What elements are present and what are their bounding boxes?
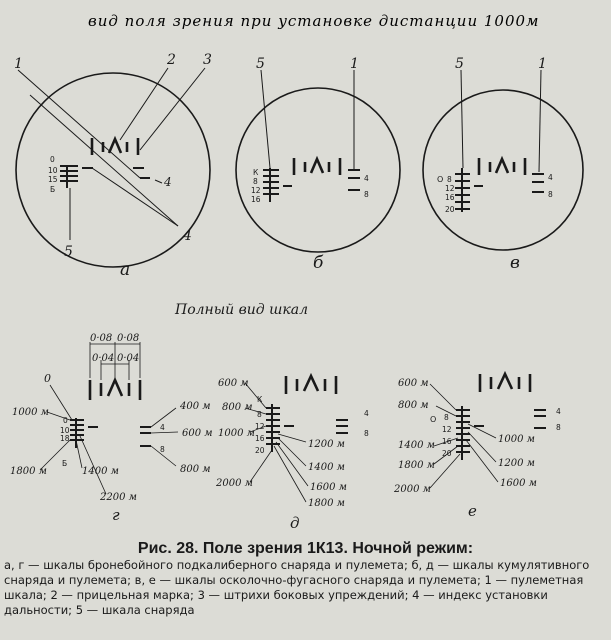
scale-a-10: 10 bbox=[48, 166, 58, 175]
scale-b-16: 16 bbox=[251, 195, 261, 204]
label-g-4: 4 bbox=[160, 423, 165, 432]
scale-v-12: 12 bbox=[445, 184, 455, 193]
full-d-letter: д bbox=[290, 514, 300, 532]
label-g-10: 10 bbox=[60, 426, 70, 435]
full-g-letter: г bbox=[112, 506, 120, 524]
dim-g-1: 0·08 bbox=[90, 333, 113, 344]
scale-b-12: 12 bbox=[251, 186, 261, 195]
scale-b-k: К bbox=[253, 168, 259, 177]
label-e-8: 8 bbox=[444, 413, 449, 422]
scale-a-b: Б bbox=[50, 185, 56, 194]
label-d-1000: 1000 м bbox=[218, 428, 255, 439]
label-d-12: 12 bbox=[255, 422, 265, 431]
scale-v-20: 20 bbox=[445, 205, 455, 214]
label-e-1400: 1400 м bbox=[398, 440, 435, 451]
right-v-8: 8 bbox=[548, 190, 553, 199]
callout-v-5: 5 bbox=[455, 56, 464, 72]
label-g-800: 800 м bbox=[180, 464, 211, 475]
label-e-2000: 2000 м bbox=[394, 484, 431, 495]
right-v-4: 4 bbox=[548, 173, 553, 182]
label-e-4: 4 bbox=[556, 407, 561, 416]
label-g-1800: 1800 м bbox=[10, 466, 47, 477]
label-e-20: 20 bbox=[442, 449, 452, 458]
label-d-1400: 1400 м bbox=[308, 462, 345, 473]
callout-a-2: 2 bbox=[167, 52, 176, 68]
label-e-600: 600 м bbox=[398, 378, 429, 389]
scale-v-o: О bbox=[437, 175, 444, 184]
scale-v-16: 16 bbox=[445, 193, 455, 202]
dim-g-4: 0·04 bbox=[117, 353, 140, 364]
label-e-8r: 8 bbox=[556, 423, 561, 432]
view-a bbox=[16, 68, 210, 267]
callout-a-5: 5 bbox=[64, 244, 73, 260]
label-g-18: 18 bbox=[60, 434, 70, 443]
view-v bbox=[423, 70, 583, 250]
label-d-20: 20 bbox=[255, 446, 265, 455]
callout-a-4b: 4 bbox=[183, 228, 192, 244]
view-v-letter: в bbox=[510, 253, 520, 273]
label-d-4: 4 bbox=[364, 409, 369, 418]
label-d-8: 8 bbox=[257, 410, 262, 419]
label-d-2000: 2000 м bbox=[216, 478, 253, 489]
callout-b-5: 5 bbox=[256, 56, 265, 72]
right-b-4: 4 bbox=[364, 174, 369, 183]
label-e-1200: 1200 м bbox=[498, 458, 535, 469]
label-e-1600: 1600 м bbox=[500, 478, 537, 489]
label-e-1800: 1800 м bbox=[398, 460, 435, 471]
full-view-title: Полный вид шкал bbox=[175, 302, 309, 318]
label-d-800: 800 м bbox=[222, 402, 253, 413]
view-a-letter: а bbox=[120, 260, 131, 280]
label-g-0: 0 bbox=[44, 372, 51, 385]
label-g-400: 400 м bbox=[180, 401, 211, 412]
full-e-letter: е bbox=[468, 502, 477, 520]
label-d-1600: 1600 м bbox=[310, 482, 347, 493]
scale-v-8: 8 bbox=[447, 175, 452, 184]
dim-g-2: 0·08 bbox=[117, 333, 140, 344]
label-g-2200: 2200 м bbox=[100, 492, 137, 503]
scale-a-0: 0 bbox=[50, 155, 55, 164]
label-d-16: 16 bbox=[255, 434, 265, 443]
label-e-16: 16 bbox=[442, 437, 452, 446]
label-e-12: 12 bbox=[442, 425, 452, 434]
callout-a-1: 1 bbox=[14, 56, 23, 72]
label-d-k: К bbox=[257, 395, 263, 404]
label-e-1000: 1000 м bbox=[498, 434, 535, 445]
view-b bbox=[236, 70, 400, 252]
label-g-b: Б bbox=[62, 459, 68, 468]
figure-caption bbox=[0, 540, 611, 618]
label-g-600: 600 м bbox=[182, 428, 213, 439]
caption-body: а, г — шкалы бронебойного подкалиберного снаряда и пулемета; б, д — шкалы кумулятивного снаряда и пулемета; в, е — шкалы осколочно-фугасного снаряда и пулемета; 1 — пулеметная шкала; 2 — прицельная марка; 3 — штрихи боковых упреждений; 4 — индекс установки дальности; 5 — шкала снаряда bbox=[4, 558, 590, 617]
label-e-800: 800 м bbox=[398, 400, 429, 411]
right-b-8: 8 bbox=[364, 190, 369, 199]
header-text: вид поля зрения при установке дистанции 1000м bbox=[88, 12, 540, 30]
scale-b-8: 8 bbox=[253, 177, 258, 186]
label-d-600: 600 м bbox=[218, 378, 249, 389]
label-d-1200: 1200 м bbox=[308, 439, 345, 450]
view-b-letter: б bbox=[313, 253, 324, 273]
label-d-1800: 1800 м bbox=[308, 498, 345, 509]
scale-a-15: 15 bbox=[48, 175, 58, 184]
label-e-o: О bbox=[430, 415, 437, 424]
caption-title: Рис. 28. Поле зрения 1К13. Ночной режим: bbox=[137, 540, 474, 557]
dim-g-3: 0·04 bbox=[92, 353, 115, 364]
label-g-s0: 0 bbox=[63, 416, 68, 425]
callout-v-1: 1 bbox=[538, 56, 547, 72]
label-d-8r: 8 bbox=[364, 429, 369, 438]
callout-a-3: 3 bbox=[203, 52, 212, 68]
label-g-8: 8 bbox=[160, 445, 165, 454]
callout-a-4a: 4 bbox=[164, 175, 172, 189]
callout-b-1: 1 bbox=[350, 56, 359, 72]
label-g-1000: 1000 м bbox=[12, 407, 49, 418]
label-g-1400: 1400 м bbox=[82, 466, 119, 477]
